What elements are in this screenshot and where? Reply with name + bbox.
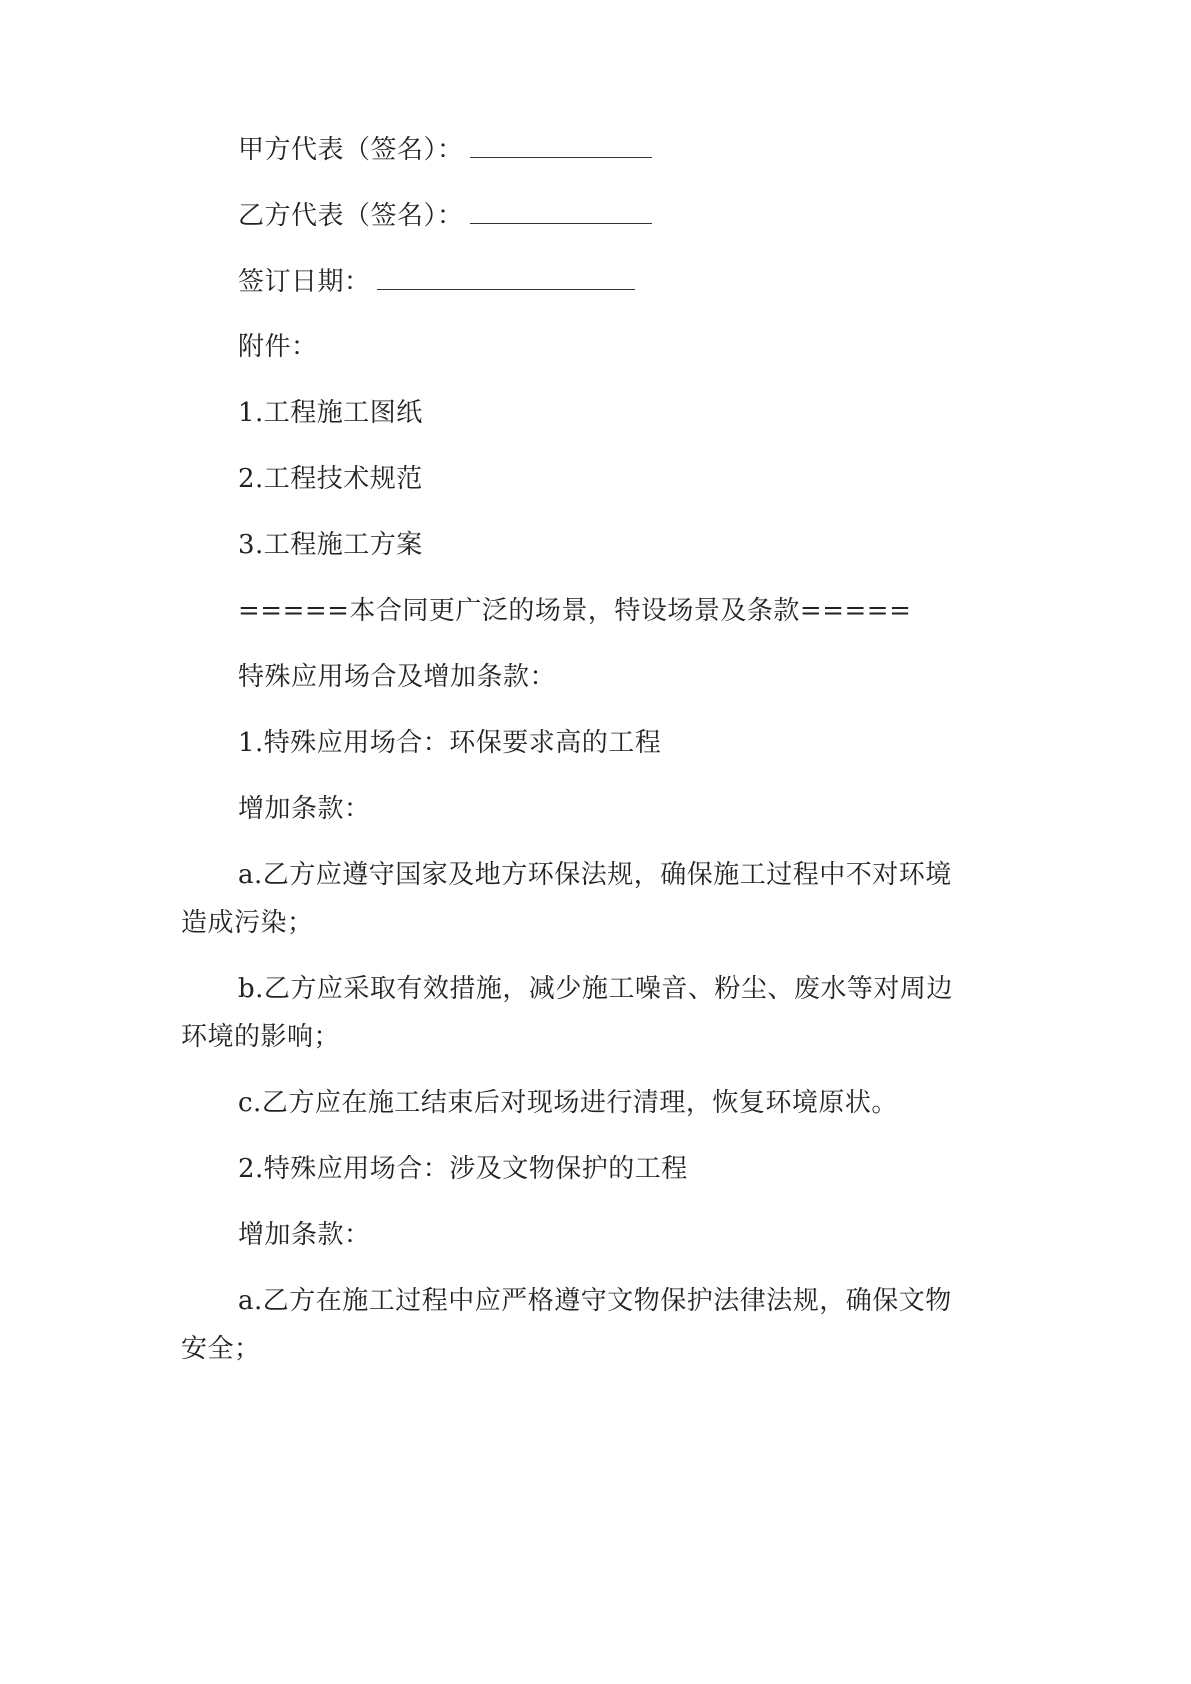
case2-clauses-heading: 增加条款： [238, 1220, 371, 1250]
signing-date-row [238, 263, 635, 300]
case1-clause-b-line1: b.乙方应采取有效措施，减少施工噪音、粉尘、废水等对周边 [238, 974, 953, 1004]
signing-date-label: 签订日期： [238, 267, 371, 297]
case1-clause-c: c.乙方应在施工结束后对现场进行清理，恢复环境原状。 [238, 1088, 898, 1118]
case1-clauses-heading: 增加条款： [238, 794, 371, 824]
attachment-item: 2.工程技术规范 [238, 464, 423, 494]
party-b-signature-blank[interactable] [470, 197, 652, 224]
case1-clause-a-line1: a.乙方应遵守国家及地方环保法规，确保施工过程中不对环境 [238, 860, 952, 890]
party-a-signature-label: 甲方代表（签名）： [238, 135, 464, 165]
case2-title: 2.特殊应用场合：涉及文物保护的工程 [238, 1154, 688, 1184]
signing-date-blank[interactable] [377, 263, 635, 290]
case1-clause-a-line2: 造成污染； [181, 908, 314, 938]
section-divider: =====本合同更广泛的场景，特设场景及条款===== [238, 596, 912, 626]
party-b-signature-label: 乙方代表（签名）： [238, 201, 464, 231]
party-a-signature-blank[interactable] [470, 131, 652, 158]
attachments-heading: 附件： [238, 332, 318, 362]
case2-clause-a-line1: a.乙方在施工过程中应严格遵守文物保护法律法规，确保文物 [238, 1286, 952, 1316]
attachment-item: 1.工程施工图纸 [238, 398, 423, 428]
special-heading: 特殊应用场合及增加条款： [238, 662, 557, 692]
attachment-item: 3.工程施工方案 [238, 530, 423, 560]
party-a-signature-row [238, 131, 652, 168]
case1-title: 1.特殊应用场合：环保要求高的工程 [238, 728, 662, 758]
case2-clause-a-line2: 安全； [181, 1334, 261, 1364]
case1-clause-b-line2: 环境的影响； [181, 1022, 341, 1052]
party-b-signature-row [238, 197, 652, 234]
